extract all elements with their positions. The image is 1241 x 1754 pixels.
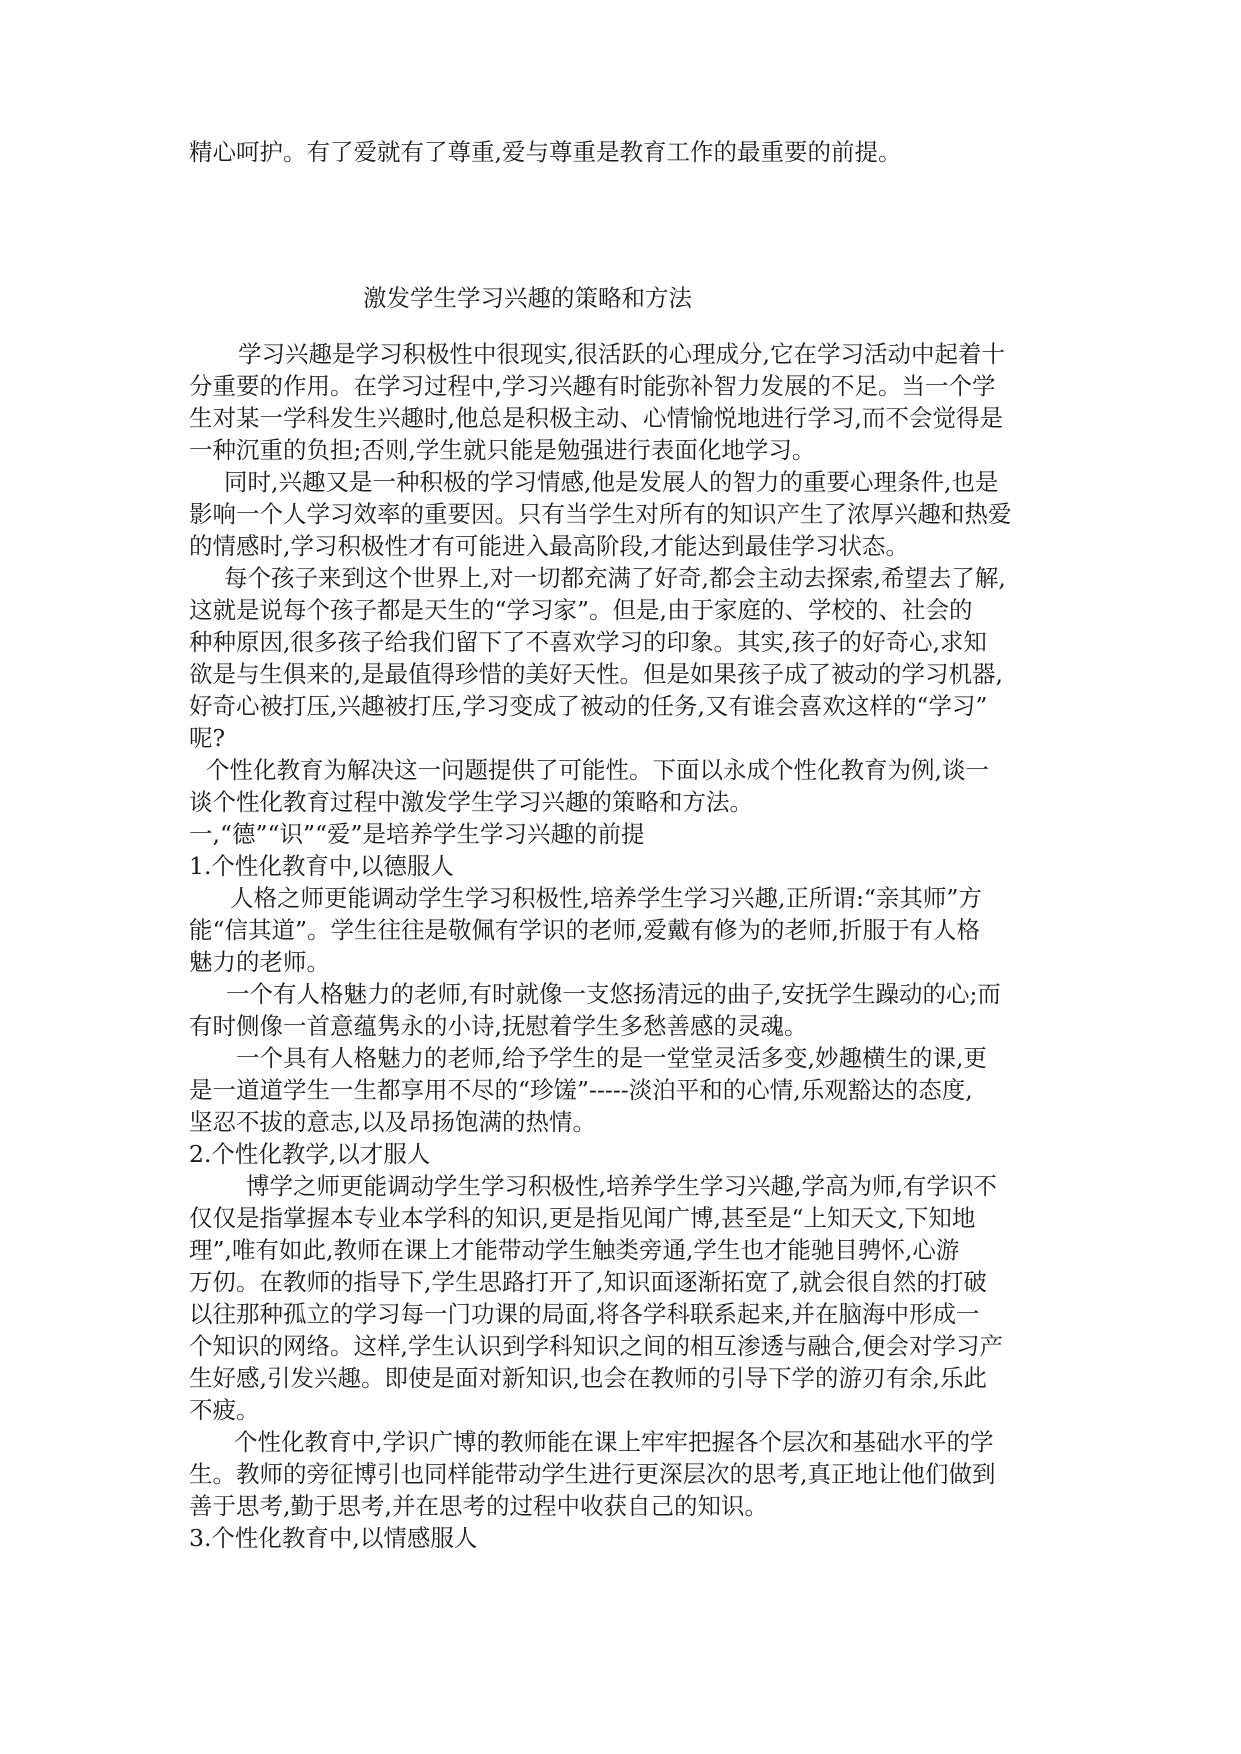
section-heading: 一,“德”“识”“爱”是培养学生学习兴趣的前提 xyxy=(189,820,645,848)
paragraph-line: 博学之师更能调动学生学习积极性,培养学生学习兴趣,学高为师,有学识不 xyxy=(246,1172,997,1200)
paragraph-line: 能“信其道”。学生往往是敬佩有学识的老师,爱戴有修为的老师,折服于有人格 xyxy=(189,916,980,944)
paragraph-line: 同时,兴趣又是一种积极的学习情感,他是发展人的智力的重要心理条件,也是 xyxy=(224,468,999,496)
subsection-heading: 3.个性化教育中,以情感服人 xyxy=(189,1524,478,1552)
paragraph-line: 个知识的网络。这样,学生认识到学科知识之间的相互渗透与融合,便会对学习产 xyxy=(189,1332,1003,1360)
paragraph-line: 影响一个人学习效率的重要因。只有当学生对所有的知识产生了浓厚兴趣和热爱 xyxy=(189,500,1012,528)
paragraph-line: 的情感时,学习积极性才有可能进入最高阶段,才能达到最佳学习状态。 xyxy=(189,532,909,560)
paragraph-line: 个性化教育为解决这一问题提供了可能性。下面以永成个性化教育为例,谈一 xyxy=(206,756,989,784)
paragraph-line: 一个具有人格魅力的老师,给予学生的是一堂堂灵活多变,妙趣横生的课,更 xyxy=(236,1044,987,1072)
paragraph-line: 欲是与生俱来的,是最值得珍惜的美好天性。但是如果孩子成了被动的学习机器, xyxy=(189,660,1003,688)
subsection-heading: 1.个性化教育中,以德服人 xyxy=(189,852,454,880)
paragraph-line: 万仞。在教师的指导下,学生思路打开了,知识面逐渐拓宽了,就会很自然的打破 xyxy=(189,1268,987,1296)
paragraph-line: 好奇心被打压,兴趣被打压,学习变成了被动的任务,又有谁会喜欢这样的“学习” xyxy=(189,692,988,720)
paragraph-line: 学习兴趣是学习积极性中很现实,很活跃的心理成分,它在学习活动中起着十 xyxy=(238,340,1005,368)
paragraph-line: 这就是说每个孩子都是天生的“学习家”。但是,由于家庭的、学校的、社会的 xyxy=(189,596,973,624)
paragraph-line: 一种沉重的负担;否则,学生就只能是勉强进行表面化地学习。 xyxy=(189,436,816,464)
paragraph-line: 一个有人格魅力的老师,有时就像一支悠扬清远的曲子,安抚学生躁动的心;而 xyxy=(226,980,1001,1008)
paragraph-line: 魅力的老师。 xyxy=(189,948,330,976)
paragraph-line: 坚忍不拔的意志,以及昂扬饱满的热情。 xyxy=(189,1108,596,1136)
paragraph-line: 人格之师更能调动学生学习积极性,培养学生学习兴趣,正所谓:“亲其师”方 xyxy=(230,884,982,912)
paragraph-line: 生好感,引发兴趣。即使是面对新知识,也会在教师的引导下学的游刃有余,乐此 xyxy=(189,1364,987,1392)
article-title: 激发学生学习兴趣的策略和方法 xyxy=(363,284,692,312)
paragraph-line: 每个孩子来到这个世界上,对一切都充满了好奇,都会主动去探索,希望去了解, xyxy=(224,564,1006,592)
paragraph-line: 谈个性化教育过程中激发学生学习兴趣的策略和方法。 xyxy=(189,788,753,816)
paragraph-line: 分重要的作用。在学习过程中,学习兴趣有时能弥补智力发展的不足。当一个学 xyxy=(189,372,996,400)
paragraph-line: 个性化教育中,学识广博的教师能在课上牢牢把握各个层次和基础水平的学 xyxy=(234,1428,994,1456)
subsection-heading: 2.个性化教学,以才服人 xyxy=(189,1140,431,1168)
paragraph-line: 善于思考,勤于思考,并在思考的过程中收获自己的知识。 xyxy=(189,1492,768,1520)
paragraph-line: 有时侧像一首意蕴隽永的小诗,抚慰着学生多愁善感的灵魂。 xyxy=(189,1012,808,1040)
paragraph-line: 生。教师的旁征博引也同样能带动学生进行更深层次的思考,真正地让他们做到 xyxy=(189,1460,996,1488)
paragraph-line: 不疲。 xyxy=(189,1396,260,1424)
paragraph-line: 以往那种孤立的学习每一门功课的局面,将各学科联系起来,并在脑海中形成一 xyxy=(189,1300,980,1328)
paragraph-line: 呢? xyxy=(189,724,226,752)
paragraph-line: 种种原因,很多孩子给我们留下了不喜欢学习的印象。其实,孩子的好奇心,求知 xyxy=(189,628,987,656)
paragraph-line: 仅仅是指掌握本专业本学科的知识,更是指见闻广博,甚至是“上知天文,下知地 xyxy=(189,1204,976,1232)
paragraph-line: 理”,唯有如此,教师在课上才能带动学生触类旁通,学生也才能驰目骋怀,心游 xyxy=(189,1236,960,1264)
lead-line: 精心呵护。有了爱就有了尊重,爱与尊重是教育工作的最重要的前提。 xyxy=(189,138,902,166)
paragraph-line: 生对某一学科发生兴趣时,他总是积极主动、心情愉悦地进行学习,而不会觉得是 xyxy=(189,404,1003,432)
paragraph-line: 是一道道学生一生都享用不尽的“珍馐”-----淡泊平和的心情,乐观豁达的态度, xyxy=(189,1076,973,1104)
